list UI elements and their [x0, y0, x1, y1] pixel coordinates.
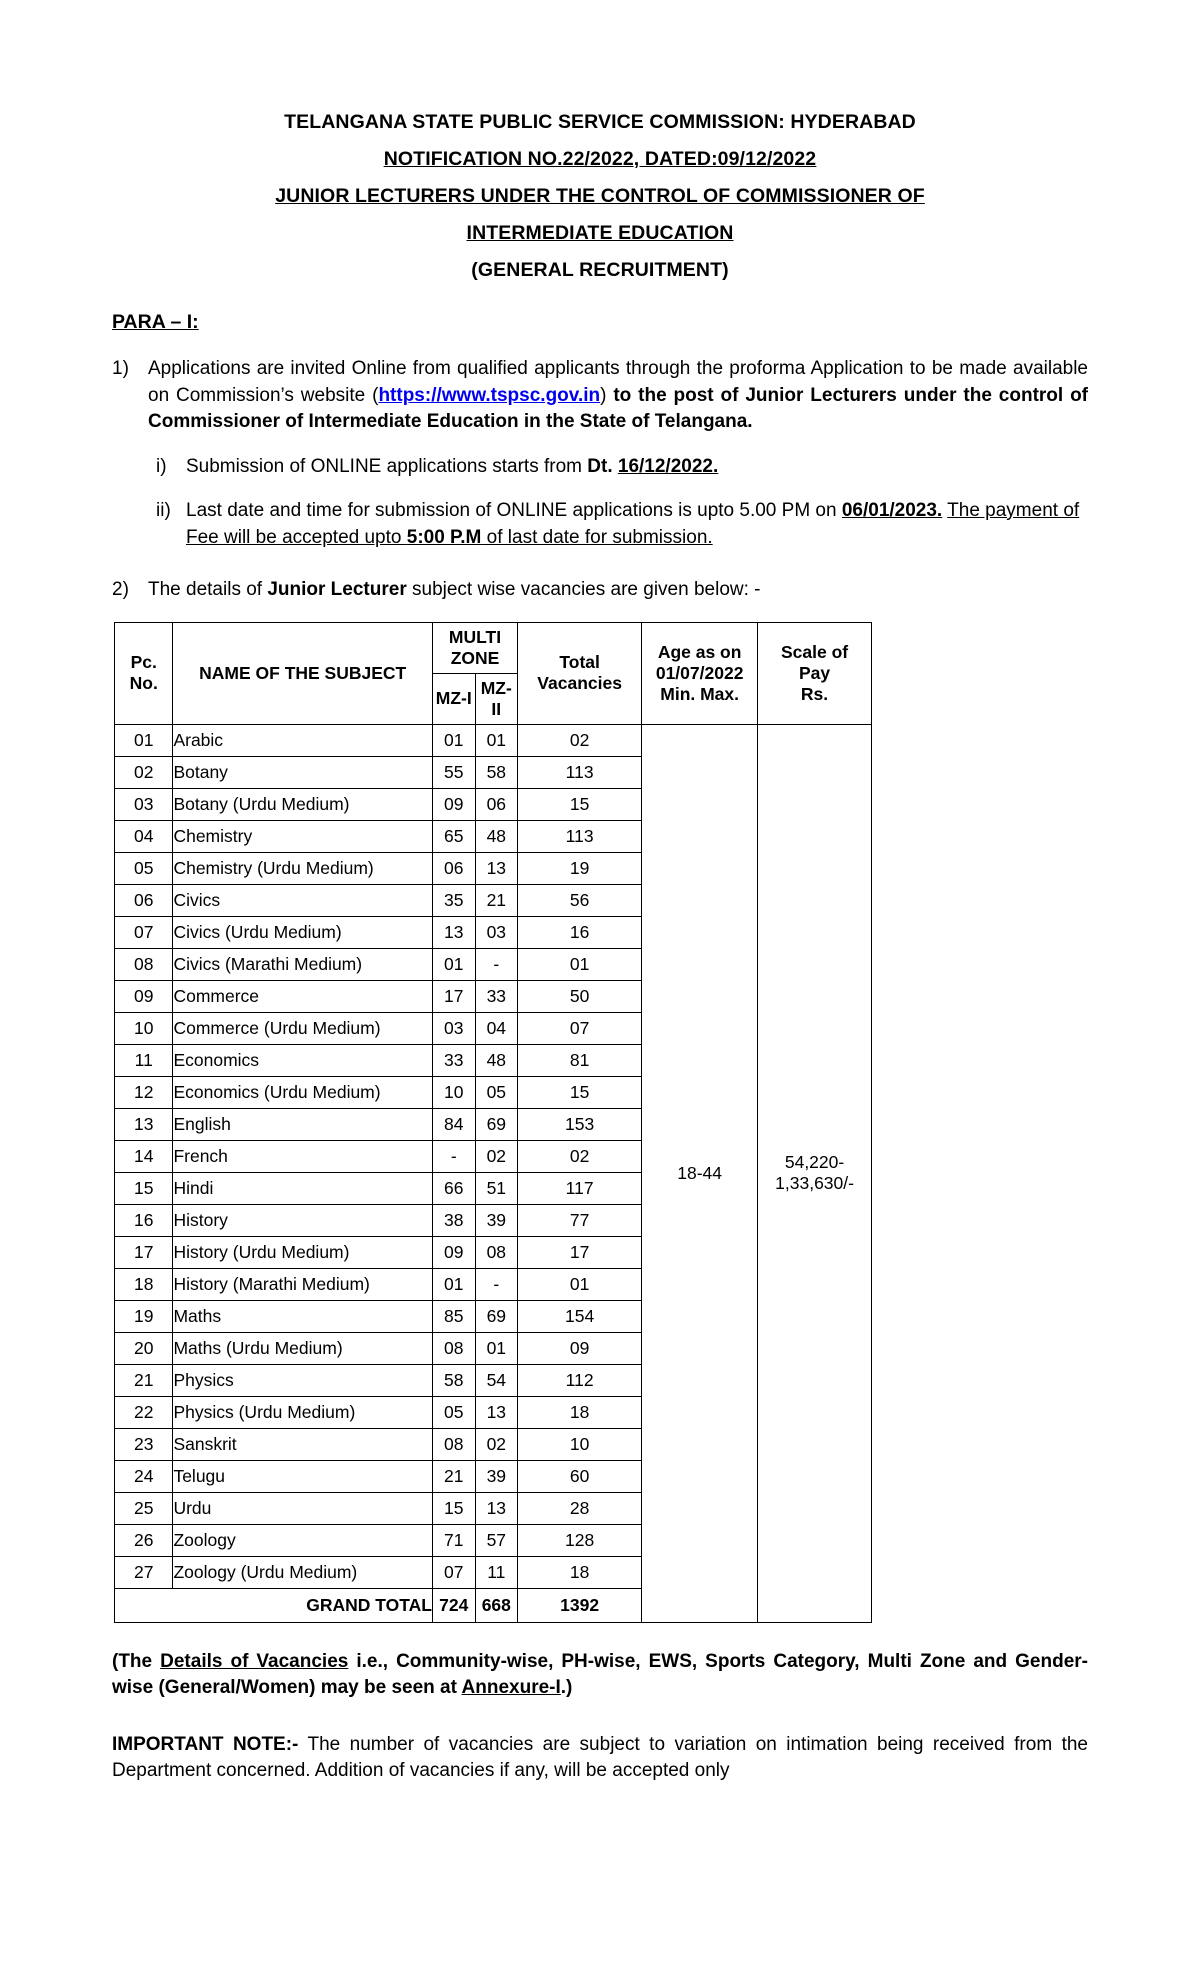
submission-start-dt-prefix: Dt. — [587, 455, 618, 477]
cell-subject: Commerce (Urdu Medium) — [173, 1012, 433, 1044]
cell-pc-no: 23 — [115, 1428, 173, 1460]
cell-mz2: 54 — [475, 1364, 518, 1396]
col-header-pc-no — [115, 622, 173, 724]
cell-subject: English — [173, 1108, 433, 1140]
cell-pc-no: 14 — [115, 1140, 173, 1172]
cell-pay-line1: 54,220- — [784, 1152, 845, 1172]
cell-total: 18 — [518, 1396, 642, 1428]
para-heading: PARA – I: — [112, 311, 199, 333]
cell-subject: Urdu — [173, 1492, 433, 1524]
col-header-multi-zone: MULTI ZONE — [432, 622, 517, 673]
submission-start-date: 16/12/2022. — [617, 455, 719, 477]
list-item-1-text — [148, 356, 1088, 436]
col-header-pay-line2: Pay — [798, 662, 831, 683]
cell-total: 02 — [518, 1140, 642, 1172]
cell-mz2: 01 — [475, 724, 518, 756]
cell-mz1: 71 — [432, 1524, 475, 1556]
col-header-total-vacancies — [518, 622, 642, 724]
cell-pc-no: 11 — [115, 1044, 173, 1076]
cell-mz2: 13 — [475, 852, 518, 884]
cell-mz2: 21 — [475, 884, 518, 916]
cell-subject: Chemistry (Urdu Medium) — [173, 852, 433, 884]
submission-start-label: Submission of ONLINE applications starts from — [186, 455, 588, 477]
cell-mz2: 57 — [475, 1524, 518, 1556]
cell-total: 10 — [518, 1428, 642, 1460]
cell-subject: Physics — [173, 1364, 433, 1396]
note1-details-of-vacancies: Details of Vacancies — [160, 1650, 349, 1672]
table-row — [115, 724, 872, 756]
cell-pc-no: 07 — [115, 916, 173, 948]
cell-subject: Arabic — [173, 724, 433, 756]
cell-subject: History (Urdu Medium) — [173, 1236, 433, 1268]
cell-mz1: 08 — [432, 1428, 475, 1460]
cell-mz2: 39 — [475, 1460, 518, 1492]
col-header-age-line2: 01/07/2022 — [655, 662, 744, 683]
list-item-1 — [112, 356, 1088, 436]
cell-pc-no: 12 — [115, 1076, 173, 1108]
fee-payment-time: 5:00 P.M — [406, 526, 482, 548]
cell-mz1: 10 — [432, 1076, 475, 1108]
cell-mz1: 09 — [432, 788, 475, 820]
tspsc-website-link[interactable]: https://www.tspsc.gov.in — [378, 384, 601, 406]
cell-pc-no: 05 — [115, 852, 173, 884]
fee-payment-label: The payment of Fee will be accepted upto — [186, 500, 1080, 548]
cell-pc-no: 24 — [115, 1460, 173, 1492]
note1-middle: i.e., Community-wise, PH-wise, EWS, Sports Category, Multi Zone and Gender-wise (General/Women) may be seen at — [112, 1650, 1088, 1698]
sub-item-i-text — [186, 454, 1088, 481]
cell-mz1: 58 — [432, 1364, 475, 1396]
cell-mz1: 01 — [432, 948, 475, 980]
cell-mz2: 02 — [475, 1140, 518, 1172]
cell-mz2: 48 — [475, 820, 518, 852]
cell-scale-of-pay — [758, 724, 872, 1622]
col-header-total-line1: Total — [559, 652, 600, 672]
col-header-age-line3: Min. Max. — [660, 683, 740, 704]
cell-grand-total-mz2: 668 — [475, 1588, 518, 1622]
cell-mz2: 05 — [475, 1076, 518, 1108]
cell-grand-total-mz1: 724 — [432, 1588, 475, 1622]
item1-close-paren: ) — [600, 384, 607, 406]
cell-mz1: 01 — [432, 724, 475, 756]
vacancy-table-body — [115, 724, 872, 1622]
page-title-line-1: TELANGANA STATE PUBLIC SERVICE COMMISSION: HYDERABAD — [284, 111, 916, 133]
cell-mz2: 48 — [475, 1044, 518, 1076]
cell-total: 07 — [518, 1012, 642, 1044]
cell-pc-no: 13 — [115, 1108, 173, 1140]
cell-mz1: 05 — [432, 1396, 475, 1428]
cell-total: 128 — [518, 1524, 642, 1556]
cell-pc-no: 02 — [115, 756, 173, 788]
col-header-pay-line3: Rs. — [800, 683, 829, 704]
cell-total: 153 — [518, 1108, 642, 1140]
cell-mz2: 51 — [475, 1172, 518, 1204]
sub-list-item-ii — [156, 498, 1088, 551]
col-header-mz2: MZ-II — [475, 673, 518, 724]
sub-marker-ii: ii) — [156, 500, 171, 521]
cell-mz1: 15 — [432, 1492, 475, 1524]
cell-subject: Civics (Marathi Medium) — [173, 948, 433, 980]
cell-total: 16 — [518, 916, 642, 948]
cell-mz1: 85 — [432, 1300, 475, 1332]
cell-total: 81 — [518, 1044, 642, 1076]
post-title-line-1: JUNIOR LECTURERS UNDER THE CONTROL OF COMMISSIONER OF — [275, 185, 925, 207]
cell-mz2: 13 — [475, 1396, 518, 1428]
cell-pc-no: 16 — [115, 1204, 173, 1236]
col-header-pay-line1: Scale of — [780, 641, 849, 662]
cell-total: 117 — [518, 1172, 642, 1204]
cell-total: 18 — [518, 1556, 642, 1588]
cell-mz1: 55 — [432, 756, 475, 788]
cell-mz1: 17 — [432, 980, 475, 1012]
list-marker: 1) — [112, 358, 129, 379]
item2-tail: subject wise vacancies are given below: - — [406, 579, 761, 600]
list-item-2-text — [148, 577, 761, 604]
cell-total: 56 — [518, 884, 642, 916]
cell-mz2: 33 — [475, 980, 518, 1012]
cell-mz2: 69 — [475, 1300, 518, 1332]
cell-mz2: 08 — [475, 1236, 518, 1268]
cell-pc-no: 19 — [115, 1300, 173, 1332]
cell-mz2: 04 — [475, 1012, 518, 1044]
cell-pc-no: 03 — [115, 788, 173, 820]
cell-subject: French — [173, 1140, 433, 1172]
cell-mz1: - — [432, 1140, 475, 1172]
sub-item-ii-text — [186, 498, 1088, 551]
item2-bold-term: Junior Lecturer — [267, 579, 407, 600]
cell-pc-no: 21 — [115, 1364, 173, 1396]
col-header-age — [642, 622, 758, 724]
vacancy-table-head — [115, 622, 872, 724]
cell-subject: History — [173, 1204, 433, 1236]
cell-pc-no: 20 — [115, 1332, 173, 1364]
cell-mz1: 01 — [432, 1268, 475, 1300]
cell-mz1: 03 — [432, 1012, 475, 1044]
cell-mz1: 21 — [432, 1460, 475, 1492]
cell-mz1: 33 — [432, 1044, 475, 1076]
cell-subject: Civics — [173, 884, 433, 916]
cell-mz2: - — [475, 948, 518, 980]
col-header-age-line1: Age as on — [657, 641, 742, 662]
cell-mz2: 11 — [475, 1556, 518, 1588]
vacancy-table — [114, 622, 872, 1623]
cell-total: 60 — [518, 1460, 642, 1492]
note1-close: .) — [560, 1677, 573, 1698]
cell-mz1: 06 — [432, 852, 475, 884]
cell-mz2: 02 — [475, 1428, 518, 1460]
cell-subject: Telugu — [173, 1460, 433, 1492]
cell-subject: Civics (Urdu Medium) — [173, 916, 433, 948]
cell-mz2: 01 — [475, 1332, 518, 1364]
cell-subject: Maths — [173, 1300, 433, 1332]
cell-subject: Zoology (Urdu Medium) — [173, 1556, 433, 1588]
cell-pc-no: 06 — [115, 884, 173, 916]
cell-pc-no: 18 — [115, 1268, 173, 1300]
cell-subject: Physics (Urdu Medium) — [173, 1396, 433, 1428]
cell-total: 50 — [518, 980, 642, 1012]
cell-mz2: - — [475, 1268, 518, 1300]
cell-subject: Zoology — [173, 1524, 433, 1556]
table-header-row-1 — [115, 622, 872, 673]
note1-annexure-link: Annexure-I — [461, 1677, 561, 1698]
cell-total: 09 — [518, 1332, 642, 1364]
cell-pc-no: 26 — [115, 1524, 173, 1556]
cell-total: 01 — [518, 948, 642, 980]
cell-total: 19 — [518, 852, 642, 884]
sub-marker-i: i) — [156, 455, 167, 477]
important-note-label: IMPORTANT NOTE:- — [112, 1733, 299, 1755]
cell-subject: Botany — [173, 756, 433, 788]
cell-mz1: 65 — [432, 820, 475, 852]
col-header-subject: NAME OF THE SUBJECT — [173, 622, 433, 724]
cell-mz2: 06 — [475, 788, 518, 820]
cell-mz1: 09 — [432, 1236, 475, 1268]
cell-subject: Maths (Urdu Medium) — [173, 1332, 433, 1364]
cell-total: 02 — [518, 724, 642, 756]
cell-grand-total-label: GRAND TOTAL — [115, 1588, 433, 1622]
item2-lead: The details of — [148, 579, 268, 600]
cell-pay-line2: 1,33,630/- — [775, 1173, 854, 1193]
cell-total: 17 — [518, 1236, 642, 1268]
cell-total: 15 — [518, 788, 642, 820]
cell-mz1: 66 — [432, 1172, 475, 1204]
cell-total: 01 — [518, 1268, 642, 1300]
cell-pc-no: 27 — [115, 1556, 173, 1588]
cell-total: 28 — [518, 1492, 642, 1524]
cell-mz2: 39 — [475, 1204, 518, 1236]
para-heading-wrapper — [112, 289, 1088, 334]
list-item-2 — [112, 577, 1088, 604]
cell-subject: Economics (Urdu Medium) — [173, 1076, 433, 1108]
col-header-scale-of-pay — [758, 622, 872, 724]
cell-total: 77 — [518, 1204, 642, 1236]
cell-subject: Hindi — [173, 1172, 433, 1204]
cell-mz1: 38 — [432, 1204, 475, 1236]
cell-pc-no: 15 — [115, 1172, 173, 1204]
cell-mz1: 84 — [432, 1108, 475, 1140]
post-title-line-2: INTERMEDIATE EDUCATION — [466, 222, 734, 244]
cell-total: 113 — [518, 756, 642, 788]
cell-mz2: 69 — [475, 1108, 518, 1140]
sub-list-item-i — [156, 454, 1088, 481]
cell-pc-no: 01 — [115, 724, 173, 756]
cell-pc-no: 09 — [115, 980, 173, 1012]
col-header-total-line2: Vacancies — [537, 673, 622, 693]
cell-mz2: 13 — [475, 1492, 518, 1524]
cell-total: 15 — [518, 1076, 642, 1108]
recruitment-type-line: (GENERAL RECRUITMENT) — [471, 259, 729, 281]
item1-bold-tail: to the post of Junior Lecturers under the control of Commissioner of Intermediate Education in the State of Telangana. — [148, 384, 1088, 432]
cell-total: 113 — [518, 820, 642, 852]
last-date-value: 06/01/2023. — [841, 500, 943, 521]
cell-pc-no: 17 — [115, 1236, 173, 1268]
cell-mz1: 08 — [432, 1332, 475, 1364]
cell-subject: Chemistry — [173, 820, 433, 852]
cell-pc-no: 25 — [115, 1492, 173, 1524]
cell-mz1: 35 — [432, 884, 475, 916]
item1-lead-text: Applications are invited Online from qualified applicants through the proforma Application to be made available on Commission’s website ( — [148, 358, 1088, 406]
col-header-mz1: MZ-I — [432, 673, 475, 724]
cell-pc-no: 10 — [115, 1012, 173, 1044]
cell-subject: Economics — [173, 1044, 433, 1076]
vacancy-details-note — [112, 1649, 1088, 1702]
fee-payment-tail: of last date for submission. — [481, 526, 713, 548]
cell-subject: Sanskrit — [173, 1428, 433, 1460]
cell-mz1: 07 — [432, 1556, 475, 1588]
cell-total: 112 — [518, 1364, 642, 1396]
important-note — [112, 1732, 1088, 1785]
cell-pc-no: 08 — [115, 948, 173, 980]
cell-pc-no: 22 — [115, 1396, 173, 1428]
sub-list — [156, 454, 1088, 552]
col-header-pc-no-line1: Pc. — [130, 652, 157, 672]
cell-mz1: 13 — [432, 916, 475, 948]
cell-grand-total-total: 1392 — [518, 1588, 642, 1622]
important-note-text: The number of vacancies are subject to variation on intimation being received from the Department concerned. Addition of vacancies if any, will be accepted only — [112, 1733, 1088, 1781]
cell-subject: Botany (Urdu Medium) — [173, 788, 433, 820]
cell-age-range: 18-44 — [642, 724, 758, 1622]
note1-open: (The — [112, 1650, 161, 1672]
cell-pc-no: 04 — [115, 820, 173, 852]
last-date-label: Last date and time for submission of ONLINE applications is upto 5.00 PM on — [186, 500, 842, 521]
cell-total: 154 — [518, 1300, 642, 1332]
cell-mz2: 58 — [475, 756, 518, 788]
cell-mz2: 03 — [475, 916, 518, 948]
list-marker-2: 2) — [112, 579, 129, 600]
col-header-pc-no-line2: No. — [129, 673, 158, 693]
cell-subject: History (Marathi Medium) — [173, 1268, 433, 1300]
notification-number-line: NOTIFICATION NO.22/2022, DATED:09/12/2022 — [383, 148, 817, 170]
cell-subject: Commerce — [173, 980, 433, 1012]
